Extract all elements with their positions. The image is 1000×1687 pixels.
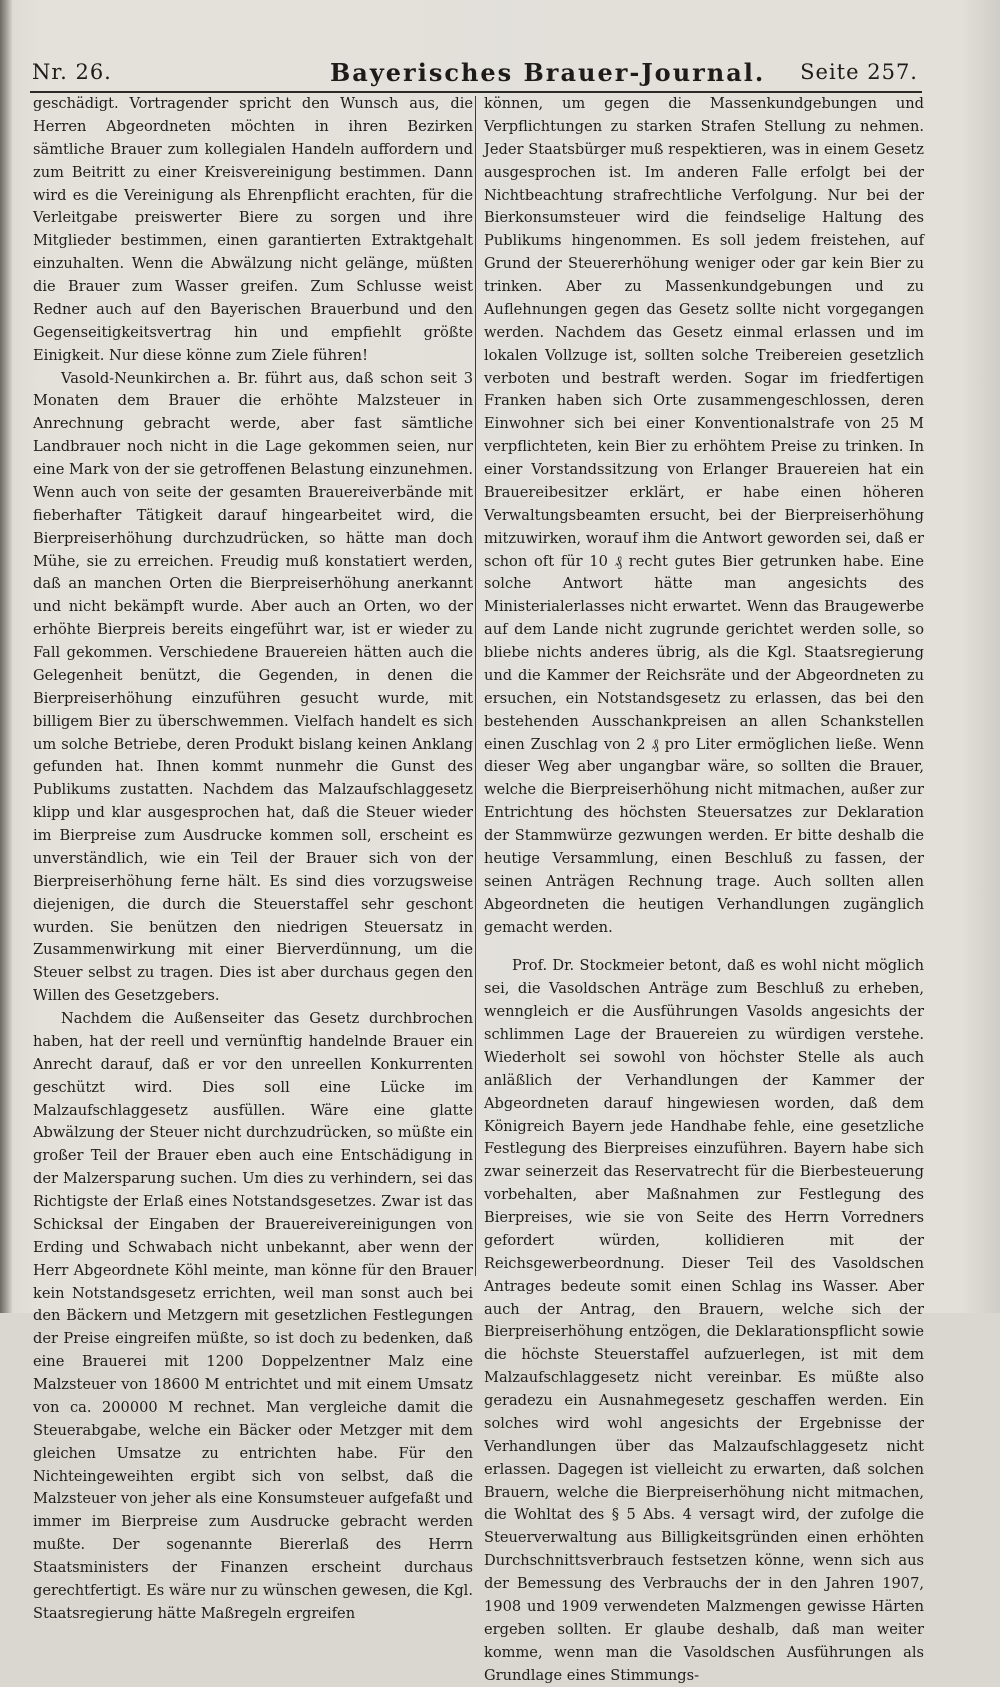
journal-title: Bayerisches Brauer-Journal. xyxy=(330,58,766,87)
paragraph: Prof. Dr. Stockmeier betont, daß es wohl nicht möglich sei, die Vasoldschen Anträge zum Beschluß zu erheben, wenngleich er die Ausführungen Vasolds angesichts der schlimmen Lage der Brauereien zu würdigen verstehe. Wiederholt sei sowohl von höchster Stelle als auch anläßlich der Verhandlungen der Kammer der Abgeordneten darauf hingewiesen worden, daß dem Königreich Bayern jede Handhabe fehle, eine gesetzliche Festlegung des Bierpreises einzuführen. Bayern habe sich zwar seinerzeit das Reservatrecht für die Bierbesteuerung vorbehalten, aber Maßnahmen zur Festlegung des Bierpreises, wie sie von Seite des Herrn Vorredners gefordert würden, kollidieren mit der Reichsgewerbeordnung. Dieser Teil des Vasoldschen Antrages bedeute somit einen Schlag ins Wasser. Aber auch der Antrag, den Brauern, welche sich der Bierpreiserhöhung entzögen, die Deklarationspflicht sowie die höchste Steuerstaffel aufzuerlegen, ist mit dem Malzaufschlaggesetz nicht vereinbar. Es müßte also geradezu ein Ausnahmegesetz geschaffen werden. Ein solches wird wohl angesichts der Ergebnisse der Verhandlungen über das Malzaufschlaggesetz nicht erlassen. Dagegen ist vielleicht zu erwarten, daß solchen Brauern, welche die Bierpreiserhöhung nicht mitmachen, die Wohltat des § 5 Abs. 4 versagt wird, der zufolge die Steuerverwaltung aus Billigkeitsgründen einen erhöhten Durchschnittsverbrauch festsetzen könne, wenn sich aus der Bemessung des Verbrauchs der in den Jahren 1907, 1908 und 1909 verwendeten Malzmengen gewisse Härten ergeben sollten. Er glaube deshalb, daß man weiter komme, wenn man die Vasoldschen Ausführungen als Grundlage eines Stimmungs- xyxy=(484,957,924,1684)
binding-edge xyxy=(0,0,12,1313)
paragraph: können, um gegen die Massenkundgebungen und Verpflichtungen zu starken Strafen Stellung zu nehmen. Jeder Staatsbürger muß respektieren, was in einem Gesetz ausgesprochen ist. Im anderen Falle erfolgt bei der Nichtbeachtung strafrechtliche Verfolgung. Nur bei der Bierkonsumsteuer wird die feindselige Haltung des Publikums hingenommen. Es soll jedem freistehen, auf Grund der Steuererhöhung weniger oder gar kein Bier zu trinken. Aber zu Massenkundgebungen und zu Auflehnungen gegen das Gesetz sollte nicht vorgegangen werden. Nachdem das Gesetz einmal erlassen und im lokalen Vollzuge ist, sollten solche Treibereien gesetzlich verboten und bestraft werden. Sogar im friedfertigen Franken haben sich Orte zusammengeschlossen, deren Einwohner sich bei einer Konventionalstrafe von 25 M verpflichteten, kein Bier zu erhöhtem Preise zu trinken. In einer Vorstandssitzung von Erlanger Brauereien hat ein Brauereibesitzer erklärt, er habe einen höheren Verwaltungsbeamten ersucht, bei der Bierpreiserhöhung mitzuwirken, worauf ihm die Antwort geworden sei, daß er schon oft für 10 ₰ recht gutes Bier getrunken habe. Eine solche Antwort hätte man angesichts des Ministerialerlasses nicht erwartet. Wenn das Braugewerbe auf dem Lande nicht zugrunde gerichtet werden solle, so bliebe nichts anderes übrig, als die Kgl. Staatsregierung und die Kammer der Reichsräte und der Abgeordneten zu ersuchen, ein Notstandsgesetz zu erlassen, das bei den bestehenden Ausschankpreisen an allen Schankstellen einen Zuschlag von 2 ₰ pro Liter ermöglichen ließe. Wenn dieser Weg aber ungangbar wäre, so sollten die Brauer, welche die Bierpreiserhöhung nicht mitmachen, außer zur Entrichtung des höchsten Steuersatzes zur Deklaration der Stammwürze gezwungen werden. Er bitte deshalb die heutige Versammlung, einen Beschluß zu fassen, der seinen Anträgen Rechnung trage. Auch sollten allen Abgeordneten die heutigen Verhandlungen zugänglich gemacht werden. xyxy=(484,95,924,936)
right-column xyxy=(484,93,924,1684)
left-column xyxy=(33,93,473,1622)
issue-number: Nr. 26. xyxy=(32,60,112,84)
page-number: Seite 257. xyxy=(800,60,918,84)
paragraph: geschädigt. Vortragender spricht den Wunsch aus, die Herren Abgeordneten möchten in ihren Bezirken sämtliche Brauer zum kollegialen Handeln auffordern und zum Beitritt zu einer Kreisvereinigung bestimmen. Dann wird es die Vereinigung als Ehrenpflicht erachten, für die Verleitgabe preiswerter Biere zu sorgen und ihre Mitglieder bestimmen, einen garantierten Extraktgehalt einzuhalten. Wenn die Abwälzung nicht gelänge, müßten die Brauer zum Wasser greifen. Zum Schlusse weist Redner auch auf den Bayerischen Brauerbund und den Gegenseitigkeitsvertrag hin und empfiehlt größte Einigkeit. Nur diese könne zum Ziele führen! xyxy=(33,95,473,364)
page-header xyxy=(30,54,922,90)
paragraph: Vasold-Neunkirchen a. Br. führt aus, daß schon seit 3 Monaten dem Brauer die erhöhte Malzsteuer in Anrechnung gebracht werde, aber fast sämtliche Landbrauer noch nicht in die Lage gekommen seien, nur eine Mark von der sie getroffenen Belastung einzunehmen. Wenn auch von seite der gesamten Brauereiverbände mit fieberhafter Tätigkeit darauf hingearbeitet wird, die Bierpreiserhöhung durchzudrücken, so hätte man doch Mühe, sie zu erreichen. Freudig muß konstatiert werden, daß an manchen Orten die Bierpreiserhöhung anerkannt und nicht bekämpft wurde. Aber auch an Orten, wo der erhöhte Bierpreis bereits eingeführt war, ist er wieder zu Fall gekommen. Verschiedene Brauereien hätten auch die Gelegenheit benützt, die Gegenden, in denen die Bierpreiserhöhung einzuführen gesucht wurde, mit billigem Bier zu überschwemmen. Vielfach handelt es sich um solche Betriebe, deren Produkt bislang keinen Anklang gefunden hat. Ihnen kommt nunmehr die Gunst des Publikums zustatten. Nachdem das Malzaufschlaggesetz klipp und klar ausgesprochen hat, daß die Steuer wieder im Bierpreise zum Ausdrucke kommen soll, erscheint es unverständlich, wie ein Teil der Brauer sich von der Bierpreiserhöhung ferne hält. Es sind dies vorzugsweise diejenigen, die durch die Steuerstaffel sehr geschont wurden. Sie benützen den niedrigen Steuersatz in Zusammenwirkung mit einer Bierverdünnung, um die Steuer selbst zu tragen. Dies ist aber durchaus gegen den Willen des Gesetzgebers. xyxy=(33,369,473,1005)
column-divider xyxy=(475,96,476,1276)
paragraph: Nachdem die Außenseiter das Gesetz durchbrochen haben, hat der reell und vernünftig handelnde Brauer ein Anrecht darauf, daß er vor den unreellen Konkurrenten geschützt wird. Dies soll eine Lücke im Malzaufschlaggesetz ausfüllen. Wäre eine glatte Abwälzung der Steuer nicht durchzudrücken, so müßte ein großer Teil der Brauer eben auch eine Entschädigung in der Malzersparung suchen. Um dies zu verhindern, sei das Richtigste der Erlaß eines Notstandsgesetzes. Zwar ist das Schicksal der Eingaben der Brauereivereinigungen von Erding und Schwabach nicht unbekannt, aber wenn der Herr Abgeordnete Köhl meinte, man könne für den Brauer kein Notstandsgesetz errichten, weil man sonst auch bei den Bäckern und Metzgern mit gesetzlichen Festlegungen der Preise eingreifen müßte, so ist doch zu bedenken, daß eine Brauerei mit 1200 Doppelzentner Malz eine Malzsteuer von 18600 M entrichtet und mit einem Umsatz von ca. 200000 M rechnet. Man vergleiche damit die Steuerabgabe, welche ein Bäcker oder Metzger mit dem gleichen Umsatze zu entrichten habe. Für den Nichteingeweihten ergibt sich von selbst, daß die Malzsteuer von jeher als eine Konsumsteuer aufgefaßt und immer im Bierpreise zum Ausdrucke gebracht werden mußte. Der sogenannte Biererlaß des Herrn Staatsministers der Finanzen erscheint durchaus gerechtfertigt. Es wäre nur zu wünschen gewesen, die Kgl. Staatsregierung hätte Maßregeln ergreifen xyxy=(33,1010,473,1622)
